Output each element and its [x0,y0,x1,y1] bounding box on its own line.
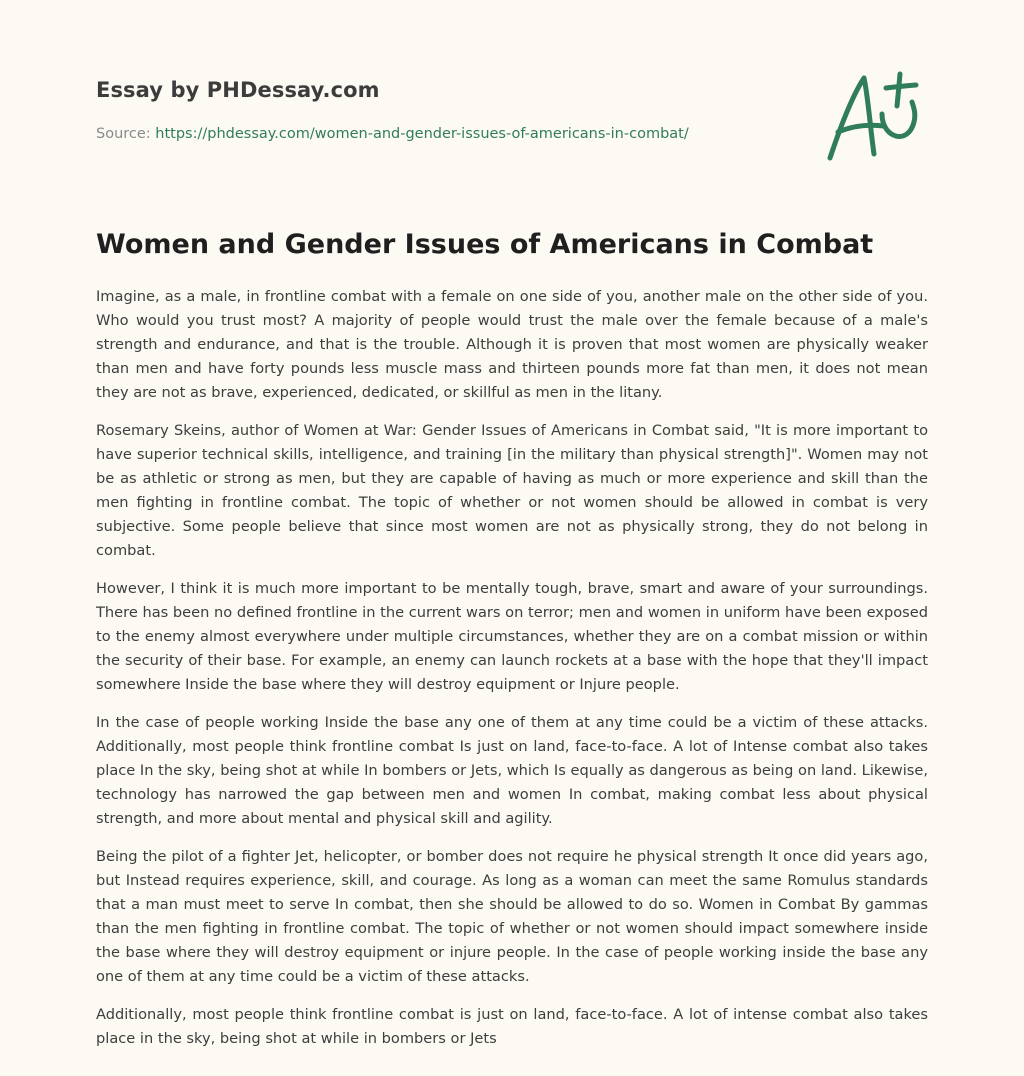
source-link[interactable]: https://phdessay.com/women-and-gender-issues-of-americans-in-combat/ [155,126,689,142]
site-brand: Essay by PHDessay.com [96,78,380,102]
essay-body [96,285,928,1065]
essay-paragraph: Imagine, as a male, in frontline combat with a female on one side of you, another male on the other side of you. Who would you trust most? A majority of people would trust the male over the female because of a male's strength and endurance, and that is the trouble. Although it is proven that most women are physically weaker than men and have forty pounds less muscle mass and thirteen pounds more fat than men, it does not mean they are not as brave, experienced, dedicated, or skillful as men in the litany. [96,288,928,401]
essay-title: Women and Gender Issues of Americans in Combat [96,229,874,260]
source-line [96,124,796,144]
essay-paragraph: In the case of people working Inside the base any one of them at any time could be a victim of these attacks. Additionally, most people think frontline combat Is just on land, face-to-face. A lot of Intense combat also takes place In the sky, being shot at while In bombers or Jets, which Is equally as dangerous as being on land. Likewise, technology has narrowed the gap between men and women In combat, making combat less about physical strength, and more about mental and physical skill and agility. [96,714,928,827]
source-label: Source: [96,126,156,142]
essay-paragraph: Additionally, most people think frontline combat is just on land, face-to-face. A lot of intense combat also takes place in the sky, being shot at while in bombers or Jets [96,1006,928,1047]
essay-paragraph: Being the pilot of a fighter Jet, helicopter, or bomber does not require he physical strength It once did years ago, but Instead requires experience, skill, and courage. As long as a woman can meet the same Romulus standards that a man must meet to serve In combat, then she should be allowed to do so. Women in Combat By gammas than the men fighting in frontline combat. The topic of whether or not women should impact somewhere inside the base where they will destroy equipment or injure people. In the case of people working inside the base any one of them at any time could be a victim of these attacks. [96,848,928,985]
essay-paragraph: However, I think it is much more important to be mentally tough, brave, smart and aware of your surroundings. There has been no defined frontline in the current wars on terror; men and women in uniform have been exposed to the enemy almost everywhere under multiple circumstances, whether they are on a combat mission or within the security of their base. For example, an enemy can launch rockets at a base with the hope that they'll impact somewhere Inside the base where they will destroy equipment or Injure people. [96,580,928,693]
page-header [96,76,796,144]
essay-paragraph: Rosemary Skeins, author of Women at War: Gender Issues of Americans in Combat said, "It is more important to have superior technical skills, intelligence, and training [in the military than physical strength]". Women may not be as athletic or strong as men, but they are capable of having as much or more experience and skill than the men fighting in frontline combat. The topic of whether or not women should be allowed in combat is very subjective. Some people believe that since most women are not as physically strong, they do not belong in combat. [96,422,928,559]
a-plus-grade-icon [818,66,938,166]
